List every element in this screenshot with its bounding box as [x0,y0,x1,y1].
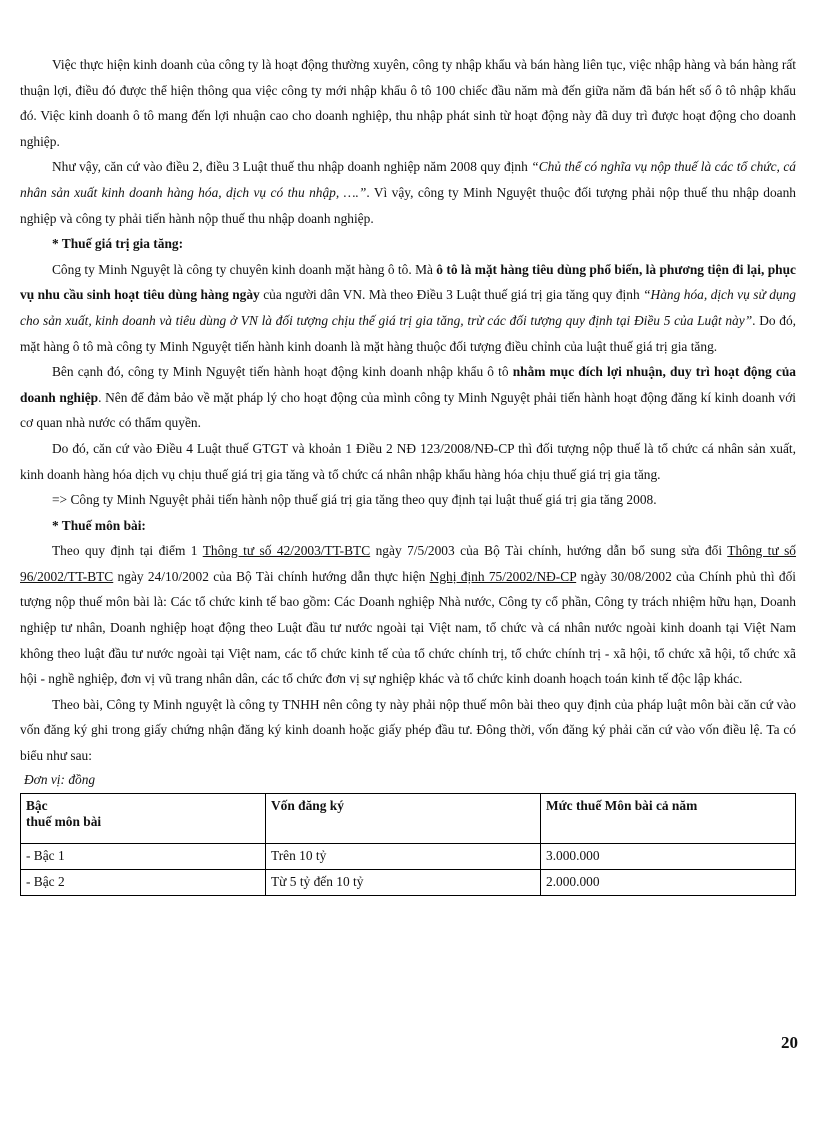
row1-level: - Bậc 1 [21,843,266,869]
heading-vat: * Thuế giá trị gia tăng: [52,236,184,252]
license-text-d: ngày 30/08/2002 của Chính phủ thì đối tượng nộp thuế môn bài là: Các tổ chức kinh tế bao gồm: Các Doanh nghiệp Nhà nước, Công ty cổ phần, Công ty trách nhiệm hữu hạn, Doanh nghiệp tư nhân, Doanh nghiệp hoạt động theo Luật đầu tư nước ngoài tại Việt nam, tổ chức và cá nhân nước ngoài kinh doanh tại Việt Nam không theo luật đầu tư nước ngoài tại Việt nam, các tổ chức kinh tế của tổ chức chính trị, tổ chức chính trị - xã hội, tổ chức xã hội, tổ chức xã hội - nghề nghiệp, đơn vị vũ trang nhân dân, các tổ chức đơn vị sự nghiệp khác và tổ chức kinh doanh hoạch toán kinh tế độc lập khác. [20,568,796,687]
paragraph-income-tax [20,154,796,231]
table-row [21,869,796,895]
license-text-c: ngày 24/10/2002 của Bộ Tài chính hướng dẫn thực hiện [113,568,430,584]
row1-capital: Trên 10 tỷ [266,843,541,869]
row2-capital: Từ 5 tỷ đến 10 tỷ [266,869,541,895]
paragraph-vat-conclusion: => Công ty Minh Nguyệt phải tiến hành nộp thuế giá trị gia tăng theo quy định tại luật thuế giá trị gia tăng 2008. [52,492,657,508]
license-text-a: Theo quy định tại điểm 1 [52,543,203,559]
table-header-row [21,793,796,843]
table-row [21,843,796,869]
registration-text-b: . Nên để đảm bảo về mặt pháp lý cho hoạt động của mình công ty Minh Nguyệt phải tiến hành hoạt động đăng kí kinh doanh với cơ quan nhà nước có thẩm quyền. [20,389,797,431]
paragraph-license-tax-subjects [20,538,796,692]
paragraph-vat-law-basis: Do đó, căn cứ vào Điều 4 Luật thuế GTGT và khoản 1 Điều 2 NĐ 123/2008/NĐ-CP thì đối tượng nộp thuế là tổ chức cá nhân sản xuất, kinh doanh hàng hóa dịch vụ chịu thuế giá trị gia tăng và tổ chức cá nhân nhập khẩu hàng hóa chịu thuế giá trị gia tăng. [20,440,796,482]
paragraph-business-registration [20,359,796,436]
circular-42-2003-link[interactable]: Thông tư số 42/2003/TT-BTC [202,543,371,559]
header-level [21,793,266,843]
unit-label: Đơn vị: đồng [24,771,96,787]
license-tax-table [20,793,796,896]
paragraph-vat-subject [20,257,796,359]
vat-bold-phrase: ô tô là mặt hàng tiêu dùng phổ biến, là phương tiện đi lại, phục vụ nhu cầu sinh hoạt tiêu dùng hàng ngày [20,261,796,303]
paragraph-license-tax-basis: Theo bài, Công ty Minh nguyệt là công ty TNHH nên công ty này phải nộp thuế môn bài theo quy định của pháp luật môn bài căn cứ vào vốn đăng ký ghi trong giấy chứng nhận đăng ký kinh doanh hoặc giấy phép đầu tư. Đông thời, vốn đăng ký phải căn cứ vào vốn điều lệ. Ta có biểu như sau: [20,696,796,764]
registration-text-a: Bên cạnh đó, công ty Minh Nguyệt tiến hành hoạt động kinh doanh nhập khẩu ô tô [52,364,513,380]
paragraph-business-activity: Việc thực hiện kinh doanh của công ty là hoạt động thường xuyên, công ty nhập khẩu và bán hàng liên tục, việc nhập hàng và bán hàng rất thuận lợi, điều đó được thể hiện thông qua việc công ty mới nhập khẩu ô tô 100 chiếc đầu năm mà đến giữa năm đã bán hết số ô tô nhập khẩu đó. Việc kinh doanh ô tô mang đến lợi nhuận cao cho doanh nghiệp, thu nhập phát sinh từ hoạt động này đã duy trì được hoạt động cho doanh nghiệp. [20,57,796,149]
vat-text-b: của người dân VN. Mà theo Điều 3 Luật thuế giá trị gia tăng quy định [259,287,644,303]
header-level-line2: thuế môn bài [26,813,102,829]
row2-level: - Bậc 2 [21,869,266,895]
income-tax-text-b: . Vì vậy, công ty Minh Nguyệt thuộc đối tượng phải nộp thuế thu nhập doanh nghiệp và công ty phải tiến hành nộp thuế thu nhập doanh nghiệp. [20,184,796,226]
registration-bold-phrase: nhằm mục đích lợi nhuận, duy trì hoạt động của doanh nghiệp [20,364,796,405]
row2-tax: 2.000.000 [541,869,796,895]
vat-quote: “Hàng hóa, dịch vụ sử dụng cho sản xuất, kinh doanh và tiêu dùng ở VN là đối tượng chịu thế giá trị gia tăng, trừ các đối tượng quy định tại Điều 5 của Luật này” [20,287,796,328]
income-tax-text-a: Như vậy, căn cứ vào điều 2, điều 3 Luật thuế thu nhập doanh nghiệp năm 2008 quy định [52,159,532,175]
circular-96-2002-link[interactable]: Thông tư số 96/2002/TT-BTC [20,543,797,584]
license-text-b: ngày 7/5/2003 của Bộ Tài chính, hướng dẫn bổ sung sửa đổi [370,543,728,559]
row1-tax: 3.000.000 [541,843,796,869]
vat-text-c: . Do đó, mặt hàng ô tô mà công ty Minh Nguyệt tiến hành kinh doanh là mặt hàng thuộc đối tượng điều chỉnh của luật thuế giá trị gia tăng. [20,312,796,354]
document-body [20,52,796,896]
income-tax-quote: “Chủ thể có nghĩa vụ nộp thuế là các tổ chức, cá nhân sản xuất kinh doanh hàng hóa, dịch vụ có thu nhập, ….” [20,159,796,200]
heading-license-tax: * Thuế môn bài: [52,517,146,533]
header-level-line1: Bậc [26,797,48,813]
page-number: 20 [781,1033,798,1052]
vat-text-a: Công ty Minh Nguyệt là công ty chuyên kinh doanh mặt hàng ô tô. Mà [52,261,437,277]
decree-75-2002-link[interactable]: Nghị định 75/2002/NĐ-CP [429,568,577,584]
header-annual-tax: Mức thuế Môn bài cả năm [541,793,796,843]
header-capital: Vốn đăng ký [266,793,541,843]
